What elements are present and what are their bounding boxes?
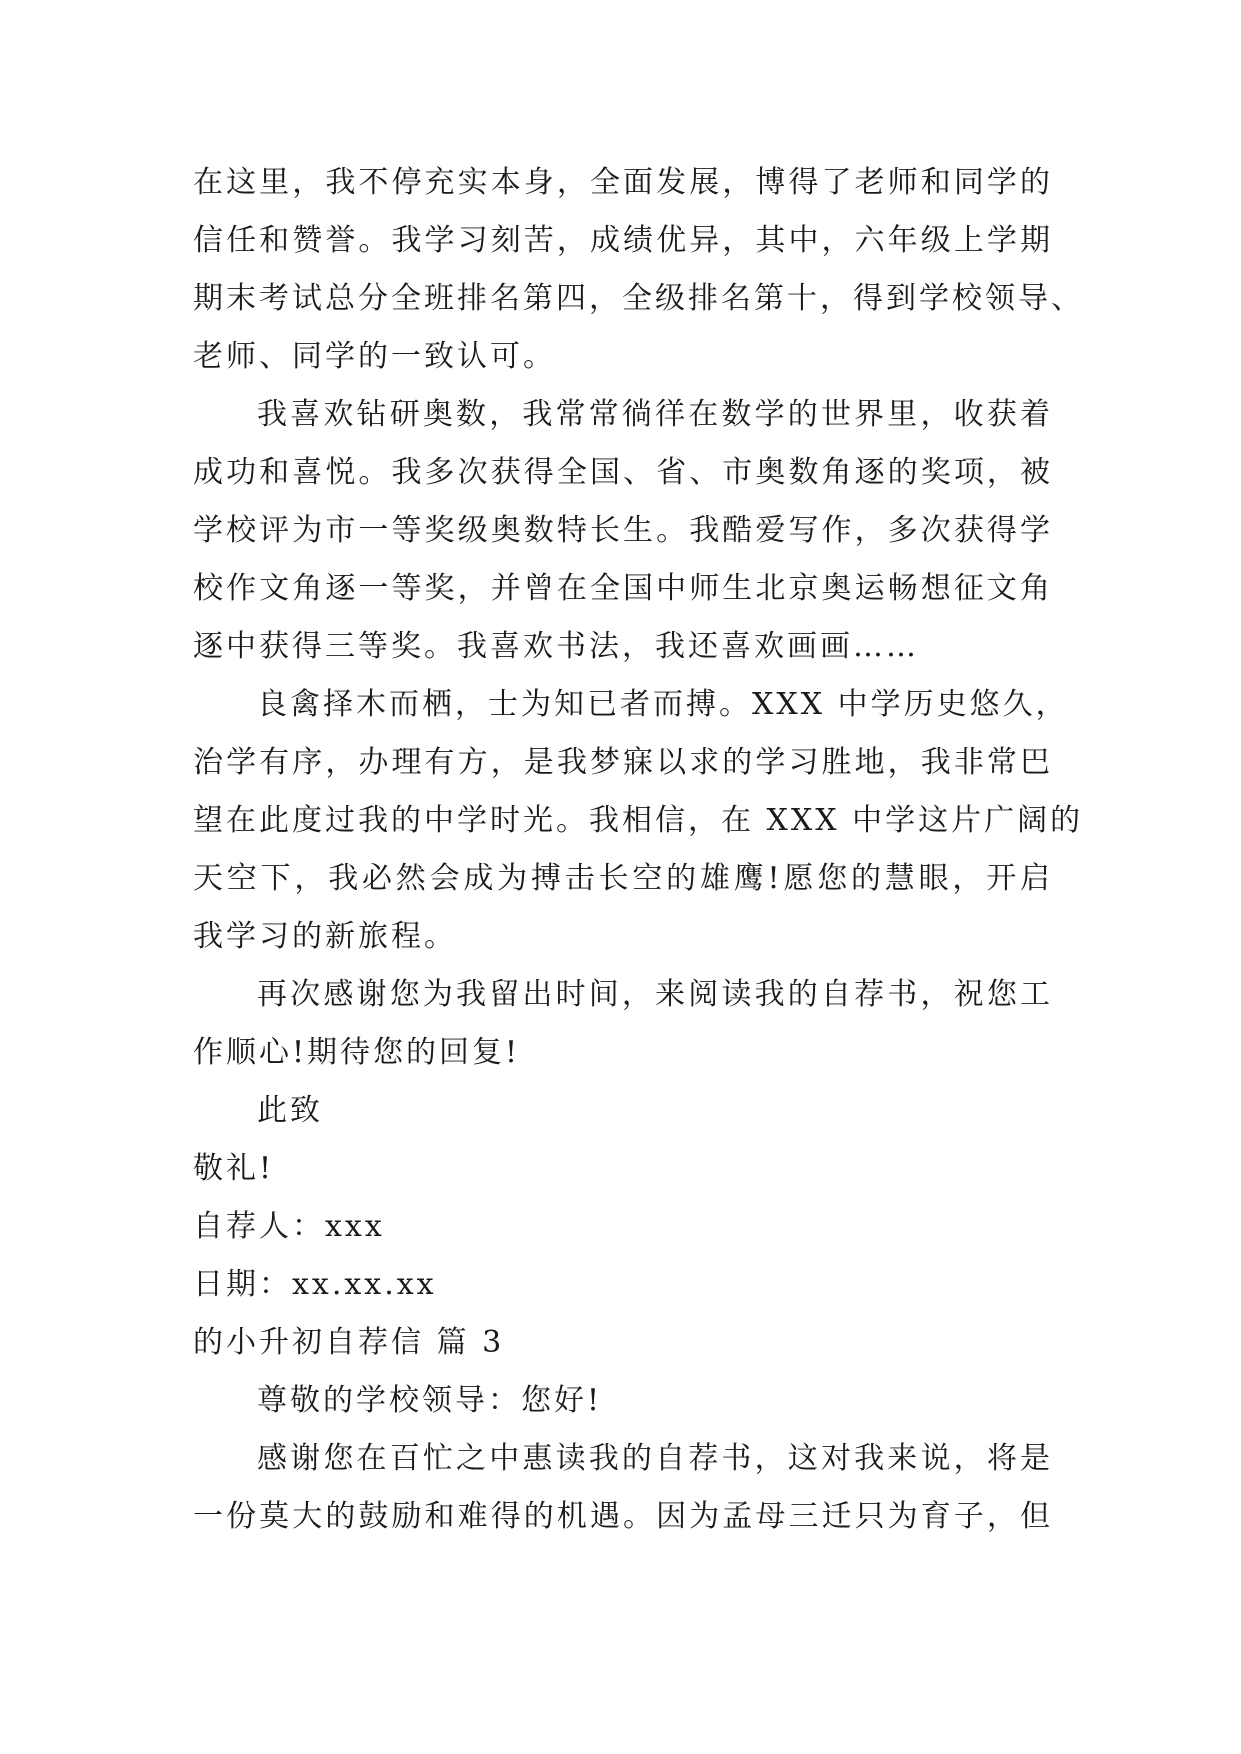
paragraph-line: 信任和赞誉。我学习刻苦，成绩优异，其中，六年级上学期 [193, 223, 1053, 258]
paragraph-line: 我学习的新旅程。 [193, 919, 457, 954]
signature-line: 自荐人：xxx [193, 1209, 385, 1244]
paragraph-line: 再次感谢您为我留出时间，来阅读我的自荐书，祝您工 [257, 977, 1053, 1012]
paragraph-line: 期末考试总分全班排名第四，全级排名第十，得到学校领导、 [193, 281, 1084, 316]
paragraph-line: 望在此度过我的中学时光。我相信，在 XXX 中学这片广阔的 [193, 803, 1084, 838]
paragraph-line: 成功和喜悦。我多次获得全国、省、市奥数角逐的奖项，被 [193, 455, 1053, 490]
paragraph-line: 在这里，我不停充实本身，全面发展，博得了老师和同学的 [193, 165, 1053, 200]
section-heading: 的小升初自荐信 篇 3 [193, 1325, 505, 1360]
greeting-line: 尊敬的学校领导：您好! [257, 1383, 603, 1418]
paragraph-line: 一份莫大的鼓励和难得的机遇。因为孟母三迁只为育子，但 [193, 1499, 1053, 1534]
salutation-line: 敬礼! [193, 1151, 275, 1186]
paragraph-line: 我喜欢钻研奥数，我常常徜徉在数学的世界里，收获着 [257, 397, 1053, 432]
paragraph-line: 治学有序，办理有方，是我梦寐以求的学习胜地，我非常巴 [193, 745, 1053, 780]
paragraph-line: 作顺心!期待您的回复! [193, 1035, 521, 1070]
date-line: 日期：xx.xx.xx [193, 1267, 437, 1302]
paragraph-line: 校作文角逐一等奖，并曾在全国中师生北京奥运畅想征文角 [193, 571, 1053, 606]
paragraph-line: 天空下，我必然会成为搏击长空的雄鹰!愿您的慧眼，开启 [193, 861, 1053, 896]
paragraph-line: 学校评为市一等奖级奥数特长生。我酷爱写作，多次获得学 [193, 513, 1053, 548]
closing-line: 此致 [257, 1093, 323, 1128]
paragraph-line: 逐中获得三等奖。我喜欢书法，我还喜欢画画…… [193, 629, 919, 664]
paragraph-line: 良禽择木而栖，士为知已者而搏。XXX 中学历史悠久， [257, 687, 1069, 722]
paragraph-line: 老师、同学的一致认可。 [193, 339, 556, 374]
paragraph-line: 感谢您在百忙之中惠读我的自荐书，这对我来说，将是 [257, 1441, 1053, 1476]
